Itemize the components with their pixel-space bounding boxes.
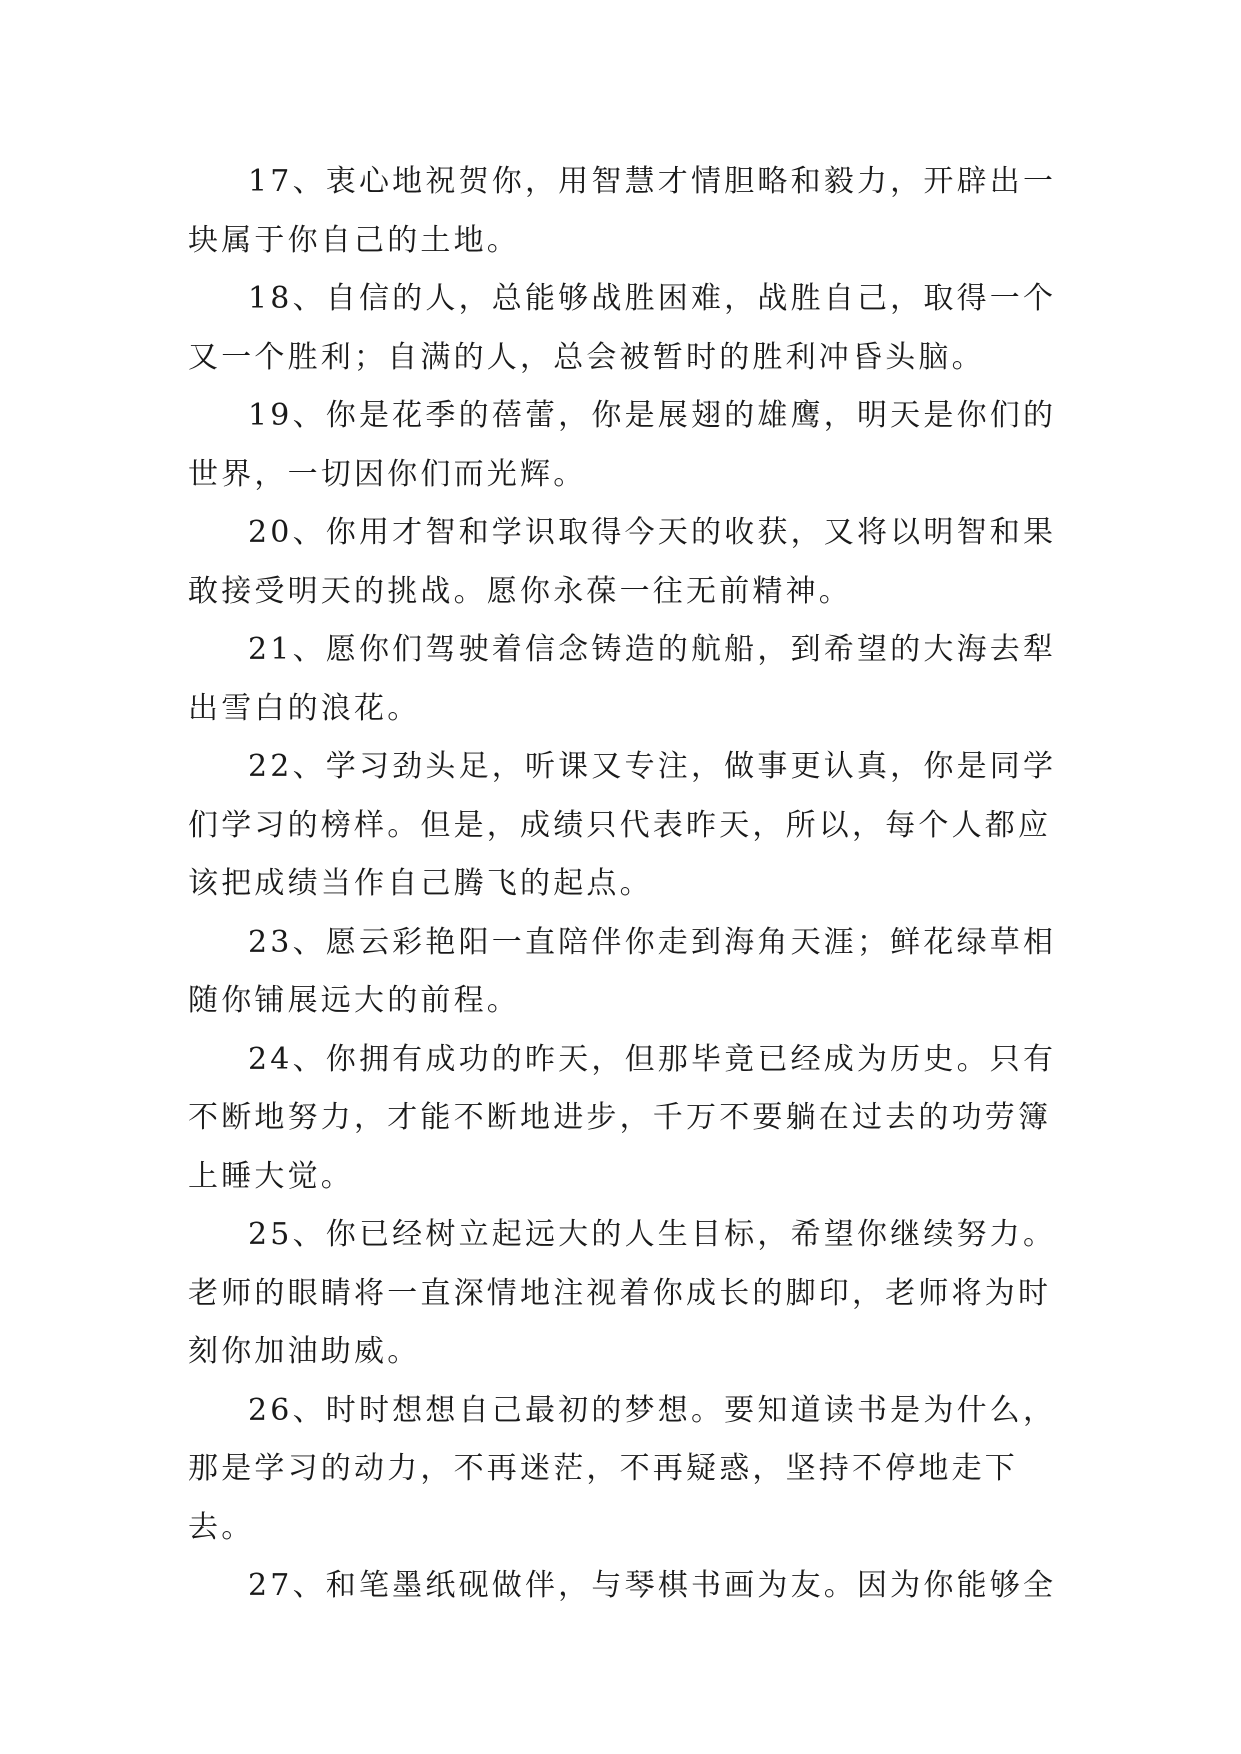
paragraph-21: 21、愿你们驾驶着信念铸造的航船，到希望的大海去犁 出雪白的浪花。 (188, 632, 1057, 726)
paragraph-19: 19、你是花季的蓓蕾，你是展翅的雄鹰，明天是你们的 世界，一切因你们而光辉。 (188, 398, 1057, 492)
document-body (188, 153, 1068, 1616)
paragraph-22: 22、学习劲头足，听课又专注，做事更认真，你是同学 们学习的榜样。但是，成绩只代表昨天，所以，每个人都应 该把成绩当作自己腾飞的起点。 (188, 749, 1057, 901)
paragraph-18: 18、自信的人，总能够战胜困难，战胜自己，取得一个 又一个胜利；自满的人，总会被暂时的胜利冲昏头脑。 (188, 281, 1057, 375)
paragraph-26: 26、时时想想自己最初的梦想。要知道读书是为什么， 那是学习的动力，不再迷茫，不再疑惑，坚持不停地走下去。 (188, 1392, 1057, 1545)
paragraph-25: 25、你已经树立起远大的人生目标，希望你继续努力。 老师的眼睛将一直深情地注视着你成长的脚印，老师将为时 刻你加油助威。 (188, 1217, 1057, 1369)
paragraph-27: 27、和笔墨纸砚做伴，与琴棋书画为友。因为你能够全 (248, 1568, 1057, 1603)
paragraph-23: 23、愿云彩艳阳一直陪伴你走到海角天涯；鲜花绿草相 随你铺展远大的前程。 (188, 924, 1057, 1018)
paragraph-20: 20、你用才智和学识取得今天的收获，又将以明智和果 敢接受明天的挑战。愿你永葆一往无前精神。 (188, 515, 1057, 609)
paragraph-24: 24、你拥有成功的昨天，但那毕竟已经成为历史。只有 不断地努力，才能不断地进步，千万不要躺在过去的功劳簿 上睡大觉。 (188, 1041, 1057, 1194)
paragraph-17: 17、衷心地祝贺你，用智慧才情胆略和毅力，开辟出一 块属于你自己的土地。 (188, 164, 1057, 258)
